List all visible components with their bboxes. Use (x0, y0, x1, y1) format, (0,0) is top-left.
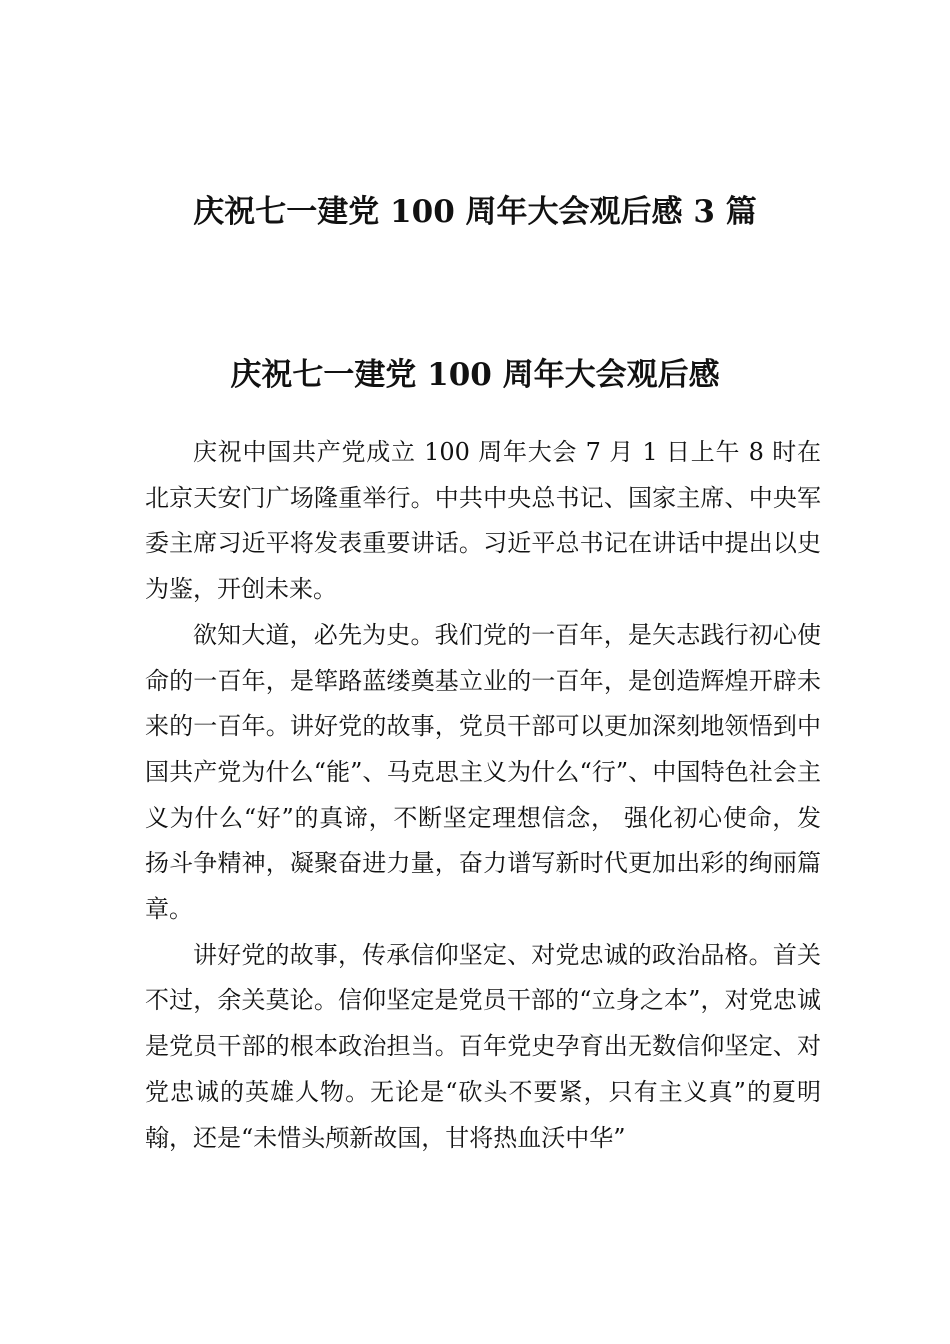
document-title: 庆祝七一建党 100 周年大会观后感 3 篇 (193, 194, 757, 230)
document-body (145, 430, 821, 1161)
paragraph-2: 欲知大道，必先为史。我们党的一百年，是矢志践行初心使命的一百年，是筚路蓝缕奠基立业的一百年，是创造辉煌开辟未来的一百年。讲好党的故事，党员干部可以更加深刻地领悟到中国共产党为什么“能”、马克思主义为什么“行”、中国特色社会主义为什么“好”的真谛，不断坚定理想信念， 强化初心使命，发扬斗争精神，凝聚奋进力量，奋力谱写新时代更加出彩的绚丽篇章。 (145, 620, 821, 924)
section-title: 庆祝七一建党 100 周年大会观后感 (230, 357, 720, 393)
paragraph-1: 庆祝中国共产党成立 100 周年大会 7 月 1 日上午 8 时在北京天安门广场隆重举行。中共中央总书记、国家主席、中央军委主席习近平将发表重要讲话。习近平总书记在讲话中提出以史为鉴，开创未来。 (145, 438, 821, 604)
paragraph-3: 讲好党的故事，传承信仰坚定、对党忠诚的政治品格。首关不过，余关莫论。信仰坚定是党员干部的“立身之本”，对党忠诚是党员干部的根本政治担当。百年党史孕育出无数信仰坚定、对党忠诚的英雄人物。无论是“砍头不要紧，只有主义真”的夏明翰，还是“未惜头颅新故国，甘将热血沃中华” (145, 940, 821, 1152)
